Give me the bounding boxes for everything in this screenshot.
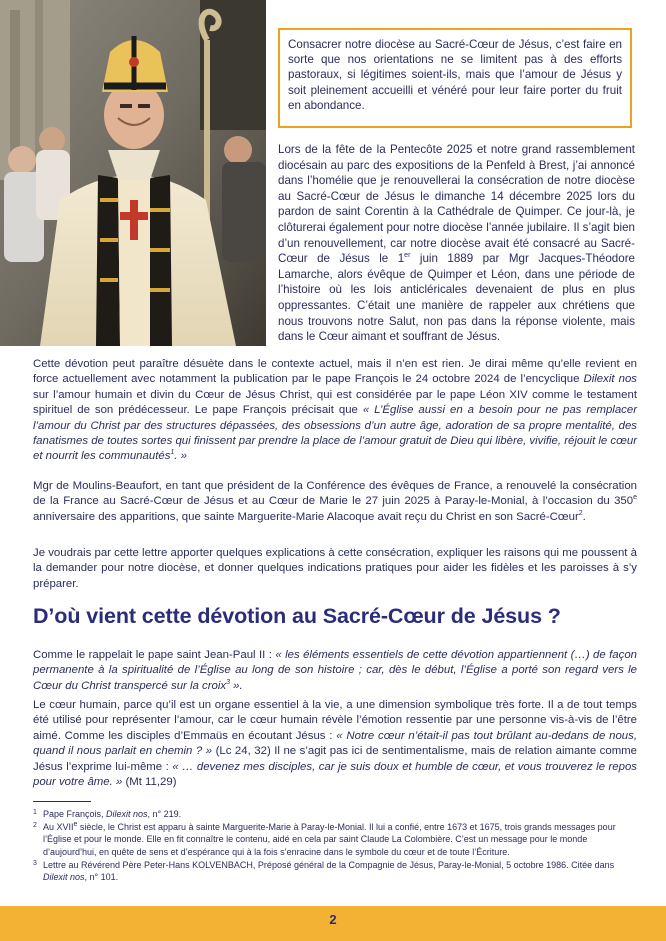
bishop-photo — [0, 0, 266, 346]
paragraph-jean-paul-quote: Comme le rappelait le pape saint Jean-Paul II : « les éléments essentiels de cette dévotion appartiennent (…) de façon permanente à la spiritualité de l’Église au long de son histoire ; car, dès le début, l’Église a porté son regard vers le Cœur du Christ transpercé sur la croix$^3$ ». — [33, 649, 637, 692]
footnotes — [33, 808, 633, 884]
footnote-separator — [33, 801, 91, 802]
footnote-3: 3 Lettre au Révérend Père Peter-Hans KOLVENBACH, Préposé général de la Compagnie de Jésus, Paray-le-Monial, 5 octobre 1986. Citée dans Dilexit nos, n° 101. — [33, 859, 615, 883]
callout-box — [278, 28, 632, 128]
paragraph-letter-purpose: Je voudrais par cette lettre apporter quelques explications à cette consécration, expliquer les raisons qui me poussent à la demander pour notre diocèse, et donner quelques indications pratiques pour aider les fidèles et les paroisses à s’y préparer. — [33, 547, 637, 590]
paragraph-devotion-context: Cette dévotion peut paraître désuète dans le contexte actuel, mais il n’en est rien. Je dirai même qu’elle revient en force actuellement avec notamment la publication par le pape François le 24 octobre 2024 de l’encyclique Dilexit nos sur l’amour humain et divin du Cœur de Jésus Christ, qui est considérée par le pape Léon XIV comme le testament spirituel de son prédécesseur. Le pape François précisait que « L’Église aussi en a besoin pour ne pas remplacer l’amour du Christ par des structures dépassées, des obsessions d’un autre âge, adoration de sa propre mentalité, des fanatismes de toutes sortes qui finissent par prendre la place de l’amour gratuit de Dieu qui libère, vivifie, réjouit le cœur et nourrit les communautés$^1$. » — [33, 358, 638, 463]
paragraph-human-heart: Le cœur humain, parce qu’il est un organe essentiel à la vie, a une dimension symbolique très forte. Il a de tout temps été utilisé pour représenter l’amour, car le cœur humain révèle l’émotion ressentie par une personne vis-à-vis de l’être aimé. Comme les disciples d’Emmaüs en écoutant Jésus : « Notre cœur n’était-il pas tout brûlant au-dedans de nous, quand il nous parlait en chemin ? » (Lc 24, 32) Il ne s’agit pas ici de sentimentalisme, mais de relation aimante comme Jésus l’exprime lui-même : « … devenez mes disciples, car je suis doux et humble de cœur, et vous trouverez le repos pour votre âme. » (Mt 11,29) — [33, 699, 638, 789]
paragraph-france-consecration: Mgr de Moulins-Beaufort, en tant que président de la Conférence des évêques de France, a renouvelé la consécration de la France au Sacré-Cœur de Jésus et au Cœur de Marie le 27 juin 2025 à Paray-le-Monial, à l’occasion du 350e anniversaire des apparitions, que sainte Marguerite-Marie Alacoque avait reçu du Christ en son Sacré-Cœur$^2$. — [33, 480, 637, 523]
page-number: 2 — [329, 912, 337, 927]
footnote-2: 2 Au XVIIe siècle, le Christ est apparu à sainte Marguerite-Marie à Paray-le-Monial. Il lui a confié, entre 1673 et 1675, trois grands messages pour l’Église et pour le monde. Elle en fit connaître le contenu, aidé en cela par saint Claude La Colombière. C’est un message pour le monde d’aujourd’hui, en quête de sens et d’espérance qui à la fois s’enracine dans le symbole du cœur et de toute l’Écriture. — [33, 821, 616, 857]
footnote-1: 1 Pape François, Dilexit nos, n° 219. — [33, 809, 182, 819]
callout-text: Consacrer notre diocèse au Sacré-Cœur de Jésus, c’est faire en sorte que nos orientations ne se limitent pas à des efforts pastoraux, si légitimes soient-ils, mais que l’amour de Jésus y soit pleinement accueilli et vénéré pour leur faire porter du fruit en abondance. — [288, 38, 622, 112]
intro-paragraph: Lors de la fête de la Pentecôte 2025 et notre grand rassemblement diocésain au parc des expositions de la Penfeld à Brest, j’ai annoncé dans l’homélie que je renouvellerai la consécration de notre diocèse au Sacré-Cœur de Jésus le dimanche 14 décembre 2025 lors du pardon de saint Corentin à la Cathédrale de Quimper. Ce jour-là, je clôturerai également pour notre diocèse l’année jubilaire. Il s’agit bien d’un renouvellement, car notre diocèse avait été consacré au Sacré-Cœur de Jésus le 1er juin 1889 par Mgr Jacques-Théodore Lamarche, alors évêque de Quimper et Léon, dans une période de l’histoire où les lois anticléricales devenaient de plus en plus oppressantes. C’était une manière de rappeler aux chrétiens que nous trouvons notre Salut, non pas dans la réponse violente, mais dans le Cœur aimant et souffrant de Jésus. — [278, 143, 635, 344]
section-heading: D’où vient cette dévotion au Sacré-Cœur de Jésus ? — [33, 604, 561, 628]
